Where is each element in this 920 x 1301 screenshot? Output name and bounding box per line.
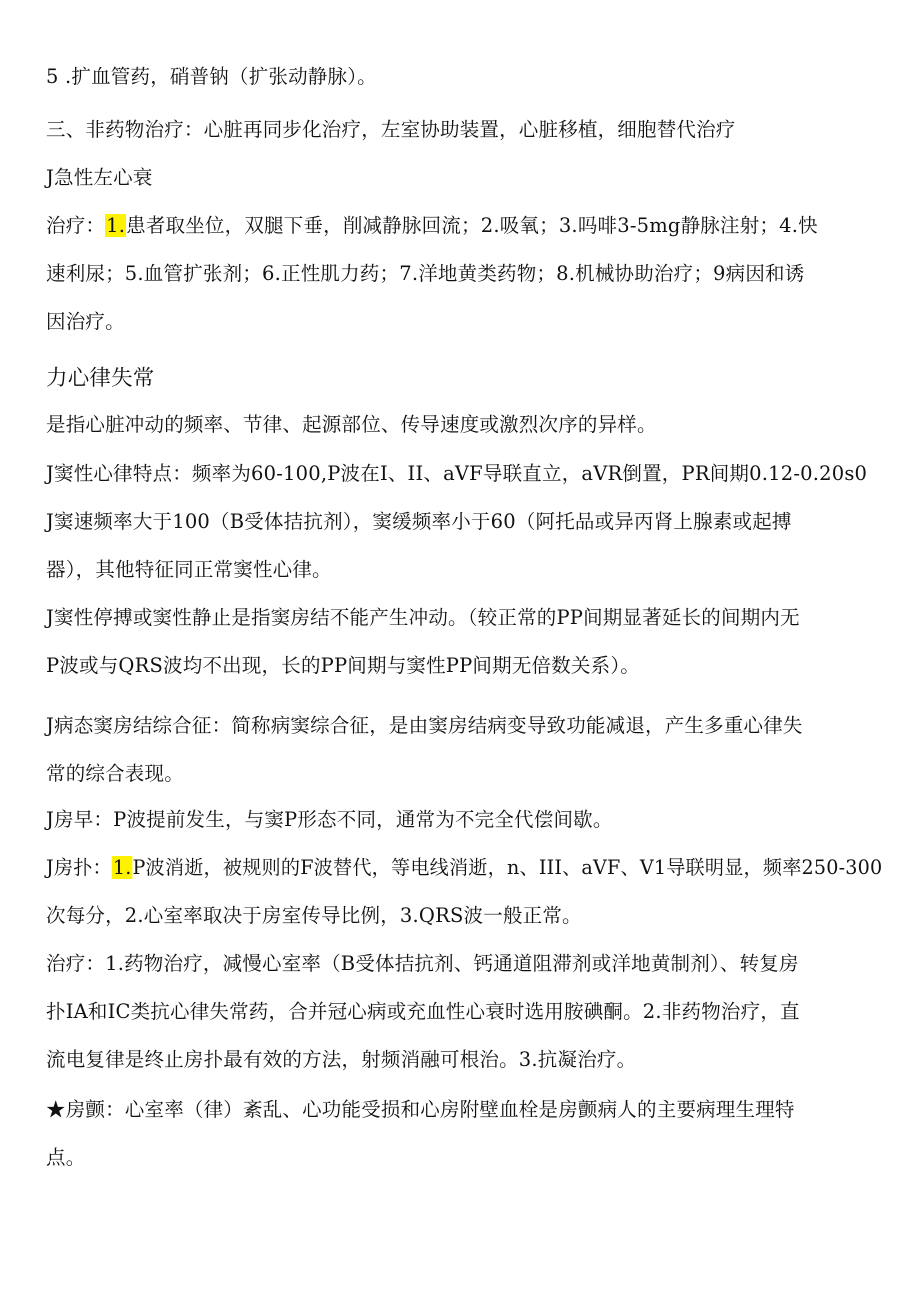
treatment-rest: 患者取坐位，双腿下垂，削减静脉回流；2.吸氧；3.吗啡3-5mg静脉注射；4.快 (126, 214, 818, 237)
text-line: 速利尿；5.血管扩张剂；6.正性肌力药；7.洋地黄类药物；8.机械协助治疗；9病因和诱 (46, 262, 805, 285)
section-heading: 力心律失常 (46, 366, 155, 391)
treatment-line (46, 211, 818, 241)
section-heading: J急性左心衰 (46, 166, 153, 189)
text-line: J窦速频率大于100（B受体拮抗剂），窦缓频率小于60（阿托品或异丙肾上腺素或起搏 (46, 510, 792, 533)
treatment-prefix: 治疗： (46, 214, 106, 237)
flutter-rest: P波消逝，被规则的F波替代，等电线消逝，n、III、aVF、V1导联明显，频率250-300 (132, 856, 883, 879)
text-line: P波或与QRS波均不出现，长的PP间期与窦性PP间期无倍数关系）。 (46, 654, 640, 677)
text-line: 点。 (46, 1146, 86, 1169)
text-line: 流电复律是终止房扑最有效的方法，射频消融可根治。3.抗凝治疗。 (46, 1048, 637, 1071)
text-line: J病态窦房结综合征：简称病窦综合征，是由窦房结病变导致功能减退，产生多重心律失 (46, 714, 803, 737)
text-line: 器），其他特征同正常窦性心律。 (46, 558, 332, 581)
highlighted-number: 1. (112, 856, 132, 879)
highlighted-number: 1. (106, 214, 126, 237)
text-line: 扑IA和IC类抗心律失常药，合并冠心病或充血性心衰时选用胺碘酮。2.非药物治疗，直 (46, 1000, 800, 1023)
text-line: ★房颤：心室率（律）紊乱、心功能受损和心房附壁血栓是房颤病人的主要病理生理特 (46, 1098, 795, 1121)
flutter-prefix: J房扑： (46, 856, 112, 879)
text-line: 因治疗。 (46, 310, 125, 333)
text-line: 是指心脏冲动的频率、节律、起源部位、传导速度或激烈次序的异样。 (46, 413, 657, 436)
text-line: J窦性心律特点：频率为60-100,P波在I、II、aVF导联直立，aVR倒置，PR间期0.12-0.20s0 (46, 462, 868, 485)
text-line: 常的综合表现。 (46, 762, 184, 785)
text-line: J房早：P波提前发生，与窦P形态不同，通常为不完全代偿间歇。 (46, 808, 613, 831)
text-line: 治疗：1.药物治疗，减慢心室率（B受体拮抗剂、钙通道阻滞剂或洋地黄制剂）、转复房 (46, 952, 799, 975)
text-line: J窦性停搏或窦性静止是指窦房结不能产生冲动。（较正常的PP间期显著延长的间期内无 (46, 606, 800, 629)
text-line: 5 .扩血管药，硝普钠（扩张动静脉）。 (46, 65, 377, 88)
text-line: 次每分，2.心室率取决于房室传导比例，3.QRS波一般正常。 (46, 904, 582, 927)
flutter-line (46, 853, 882, 883)
text-line: 三、非药物治疗：心脏再同步化治疗，左室协助装置，心脏移植，细胞替代治疗 (46, 118, 736, 141)
